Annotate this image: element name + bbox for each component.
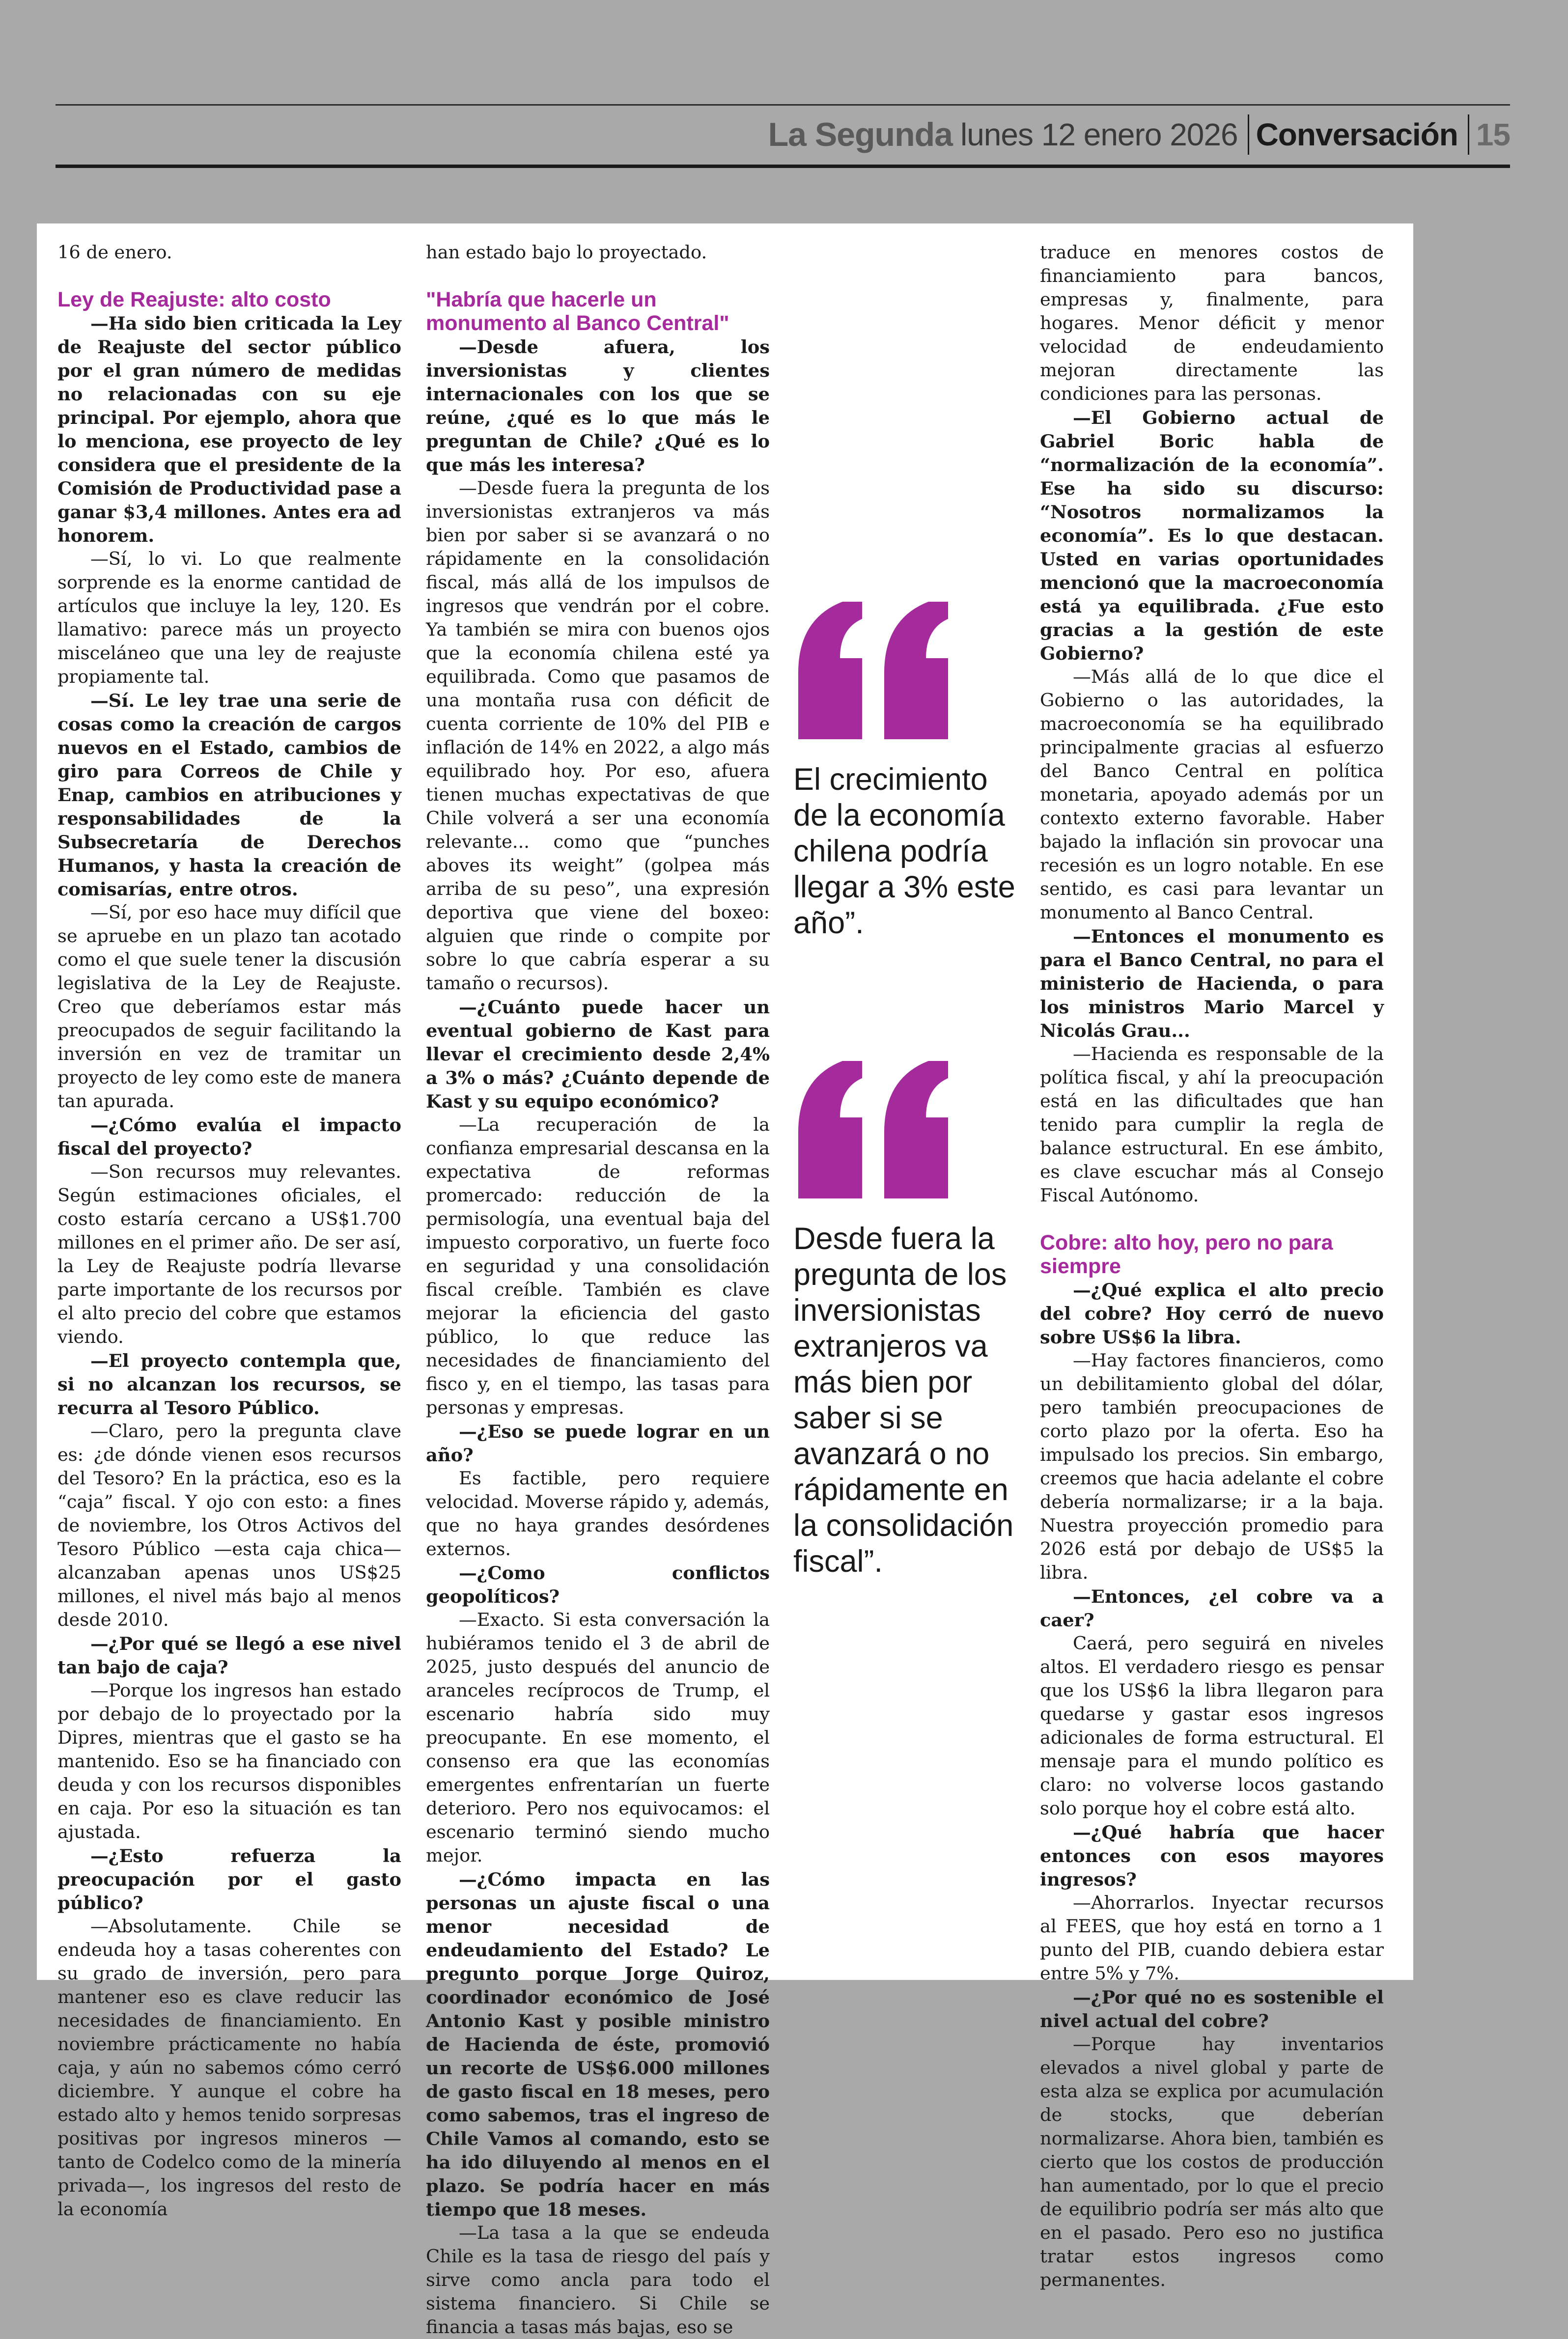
quote-mark-right (884, 602, 948, 739)
question: —¿Esto refuerza la preocupación por el gasto público? (57, 1845, 401, 1914)
answer: —Claro, pero la pregunta clave es: ¿de dónde vienen esos recursos del Tesoro? En la práctica, eso es la “caja” fiscal. Y ojo con esto: a fines de noviembre, los Otros Activos del Tesoro Público —esta caja chica— alcanzaban apenas unos US$25 millones, el nivel más bajo al menos desde 2010. (57, 1420, 401, 1630)
question: —Entonces el monumento es para el Banco Central, no para el ministerio de Hacienda, o para los ministros Mario Marcel y Nicolás Grau... (1040, 925, 1384, 1041)
question: —¿Por qué se llegó a ese nivel tan bajo de caja? (57, 1633, 401, 1678)
question: —Ha sido bien criticada la Ley de Reajuste del sector público por el gran número de medidas no relacionadas con su eje principal. Por ejemplo, ahora que lo menciona, ese proyecto de ley considera que el presidente de la Comisión de Productividad pase a ganar $3,4 millones. Antes era ad honorem. (57, 312, 401, 546)
issue-date: lunes 12 enero 2026 (960, 117, 1238, 152)
masthead-divider (1468, 114, 1469, 155)
page-number: 15 (1476, 117, 1510, 152)
answer: —Más allá de lo que dice el Gobierno o las autoridades, la macroeconomía se ha equilibrado principalmente gracias al esfuerzo del Banco Central en política monetaria, apoyado además por un contexto externo favorable. Haber bajado la inflación sin provocar una recesión es un logro notable. En ese sentido, es casi para levantar un monumento al Banco Central. (1040, 666, 1384, 923)
pull-quote-2 (793, 1058, 1024, 1580)
question: —Desde afuera, los inversionistas y clientes internacionales con los que se reúne, ¿qué es lo que más le preguntan de Chile? ¿Qué es lo que más les interesa? (426, 336, 770, 475)
answer: —Son recursos muy relevantes. Según estimaciones oficiales, el costo estaría cercano a US$1.700 millones en el primer año. De ser así, la Ley de Reajuste podría llevarse parte importante de los recursos por el alto precio del cobre que estamos viendo. (57, 1161, 401, 1347)
answer: —Porque los ingresos han estado por debajo de lo proyectado por la Dipres, mientras que el gasto se ha mantenido. Eso se ha financiado con deuda y con los recursos disponibles en caja. Por eso la situación es tan ajustada. (57, 1680, 401, 1842)
question: —¿Cuánto puede hacer un eventual gobierno de Kast para llevar el crecimiento desde 2,4% a 3% o más? ¿Cuánto depende de Kast y su equipo económico? (426, 996, 770, 1112)
subheading: Ley de Reajuste: alto costo (57, 288, 331, 311)
answer: Caerá, pero seguirá en niveles altos. El verdadero riesgo es pensar que los US$6 la libra llegaron para quedarse y gastar esos ingresos adicionales de forma estructural. El mensaje para el mundo político es claro: no volverse locos gastando solo porque hoy el cobre está alto. (1040, 1633, 1384, 1819)
column-4 (1040, 241, 1384, 2292)
answer: —Absolutamente. Chile se endeuda hoy a tasas coherentes con su grado de inversión, pero para mantener eso es clave reducir las necesidades de financiamiento. En noviembre prácticamente no había caja, y aún no sabemos cómo cerró diciembre. Y aunque el cobre ha estado alto y hemos tenido sorpresas positivas por ingresos mineros —tanto de Codelco como de la minería privada—, los ingresos del resto de la economía (57, 1916, 401, 2220)
question: —¿Cómo evalúa el impacto fiscal del proyecto? (57, 1114, 401, 1159)
answer: —Porque hay inventarios elevados a nivel global y parte de esta alza se explica por acumulación de stocks, que deberían normalizarse. Ahora bien, también es cierto que los costos de producción han aumentado, por lo que el precio de equilibrio podría ser más alto que en el pasado. Pero eso no justifica tratar estos ingresos como permanentes. (1040, 2033, 1384, 2290)
question: —¿Por qué no es sostenible el nivel actual del cobre? (1040, 1986, 1384, 2032)
pull-quote-1 (793, 599, 1024, 941)
quote-mark-right (884, 1061, 948, 1198)
answer: —Exacto. Si esta conversación la hubiéramos tenido el 3 de abril de 2025, justo después del anuncio de aranceles recíprocos de Trump, el escenario habría sido muy preocupante. En ese momento, el consenso era que las economías emergentes enfrentarían un fuerte deterioro. Pero nos equivocamos: el escenario terminó siendo mucho mejor. (426, 1609, 770, 1866)
answer: —Hacienda es responsable de la política fiscal, y ahí la preocupación está en las dificultades que han tenido para cumplir la regla de balance estructural. En ese ámbito, es clave escuchar más al Consejo Fiscal Autónomo. (1040, 1043, 1384, 1206)
question: —El proyecto contempla que, si no alcanzan los recursos, se recurra al Tesoro Público. (57, 1350, 401, 1419)
paragraph: han estado bajo lo proyectado. (426, 242, 707, 263)
pull-quote-text: El crecimiento de la economía chilena podría llegar a 3% este año”. (793, 762, 1015, 940)
masthead (56, 104, 1510, 168)
question: —¿Como conflictos geopolíticos? (426, 1562, 770, 1607)
answer: Es factible, pero requiere velocidad. Moverse rápido y, además, que no haya grandes desórdenes externos. (426, 1468, 770, 1559)
question: —Sí. Le ley trae una serie de cosas como la creación de cargos nuevos en el Estado, cambios de giro para Correos de Chile y Enap, cambios en atribuciones y responsabilidades de la Subsecretaría de Derechos Humanos, y hasta la creación de comisarías, entre otros. (57, 690, 401, 900)
pull-quote-text: Desde fuera la pregunta de los inversionistas extranjeros va más bien por saber si se avanzará o no rápidamente en la consolidación fiscal”. (793, 1222, 1014, 1579)
quote-mark-left (798, 1061, 862, 1198)
answer: —Sí, lo vi. Lo que realmente sorprende es la enorme cantidad de artículos que incluye la ley, 120. Es llamativo: parece más un proyecto misceláneo que una ley de reajuste propiamente tal. (57, 548, 401, 687)
answer: —La tasa a la que se endeuda Chile es la tasa de riesgo del país y sirve como ancla para todo el sistema financiero. Si Chile se financia a tasas más bajas, eso se (426, 2222, 770, 2338)
paragraph: traduce en menores costos de financiamiento para bancos, empresas y, finalmente, para hogares. Menor déficit y menor velocidad de endeudamiento mejoran directamente las condiciones para las personas. (1040, 242, 1384, 404)
bottom-rule (56, 165, 1510, 168)
question: —Entonces, ¿el cobre va a caer? (1040, 1586, 1384, 1631)
column-2 (426, 241, 770, 2339)
section-name: Conversación (1256, 117, 1458, 152)
masthead-row (768, 112, 1510, 157)
paragraph: 16 de enero. (57, 242, 172, 263)
quote-mark-left (798, 602, 862, 739)
question: —¿Qué explica el alto precio del cobre? Hoy cerró de nuevo sobre US$6 la libra. (1040, 1279, 1384, 1348)
question: —¿Cómo impacta en las personas un ajuste fiscal o una menor necesidad de endeudamiento del Estado? Le pregunto porque Jorge Quiroz, coordinador económico de José Antonio Kast y posible ministro de Hacienda de éste, promovió un recorte de US$6.000 millones de gasto fiscal en 18 meses, pero como sabemos, tras el ingreso de Chile Vamos al comando, esto se ha ido diluyendo al menos en el plazo. Se podría hacer en más tiempo que 18 meses. (426, 1868, 770, 2220)
top-rule (56, 104, 1510, 106)
answer: —La recuperación de la confianza empresarial descansa en la expectativa de reformas promercado: reducción de la permisología, una eventual baja del impuesto corporativo, un fuerte foco en seguridad y una consolidación fiscal creíble. También es clave mejorar la eficiencia del gasto público, lo que reduce las necesidades de financiamiento del fisco y, en el tiempo, las tasas para personas y empresas. (426, 1114, 770, 1418)
question: —¿Eso se puede lograr en un año? (426, 1420, 770, 1466)
answer: —Ahorrarlos. Inyectar recursos al FEES, que hoy está en torno a 1 punto del PIB, cuando debiera estar entre 5% y 7%. (1040, 1892, 1384, 1984)
quote-marks-icon (793, 599, 955, 739)
subheading: "Habría que hacerle un monumento al Banco Central" (426, 288, 729, 335)
answer: —Desde fuera la pregunta de los inversionistas extranjeros va más bien por saber si se avanzará o no rápidamente en la consolidación fiscal, más allá de los impulsos de ingresos que vendrán por el cobre. Ya también se mira con buenos ojos que la economía chilena esté ya equilibrada. Como que pasamos de una montaña rusa con déficit de cuenta corriente de 10% del PIB e inflación de 14% en 2022, a algo más equilibrado hoy. Por eso, afuera tienen muchas expectativas de que Chile volverá a ser una economía relevante... como que “punches aboves its weight” (golpea más arriba de su peso”, una expresión deportiva que viene del boxeo: alguien que rinde o compite por sobre lo que cabría esperar a su tamaño o recursos). (426, 477, 770, 994)
column-1 (57, 241, 401, 2221)
publication-name: La Segunda (768, 116, 952, 153)
answer: —Sí, por eso hace muy difícil que se apruebe en un plazo tan acotado como el que suele tener la discusión legislativa de la Ley de Reajuste. Creo que deberíamos estar más preocupados de seguir facilitando la inversión en vez de tramitar un proyecto de ley como este de manera tan apurada. (57, 902, 401, 1112)
masthead-divider (1248, 114, 1249, 155)
question: —El Gobierno actual de Gabriel Boric habla de “normalización de la economía”. Ese ha sido su discurso: “Nosotros normalizamos la economía”. Es lo que destacan. Usted en varias oportunidades mencionó que la macroeconomía está ya equilibrada. ¿Fue esto gracias a la gestión de este Gobierno? (1040, 407, 1384, 664)
question: —¿Qué habría que hacer entonces con esos mayores ingresos? (1040, 1821, 1384, 1890)
subheading: Cobre: alto hoy, pero no para siempre (1040, 1231, 1333, 1278)
answer: —Hay factores financieros, como un debilitamiento global del dólar, pero también preocupaciones de corto plazo por la oferta. Eso ha impulsado los precios. Sin embargo, creemos que hacia adelante el cobre debería normalizarse; ir a la baja. Nuestra proyección promedio para 2026 está por debajo de US$5 la libra. (1040, 1350, 1384, 1583)
article-page (37, 223, 1413, 2338)
quote-marks-icon (793, 1058, 955, 1198)
